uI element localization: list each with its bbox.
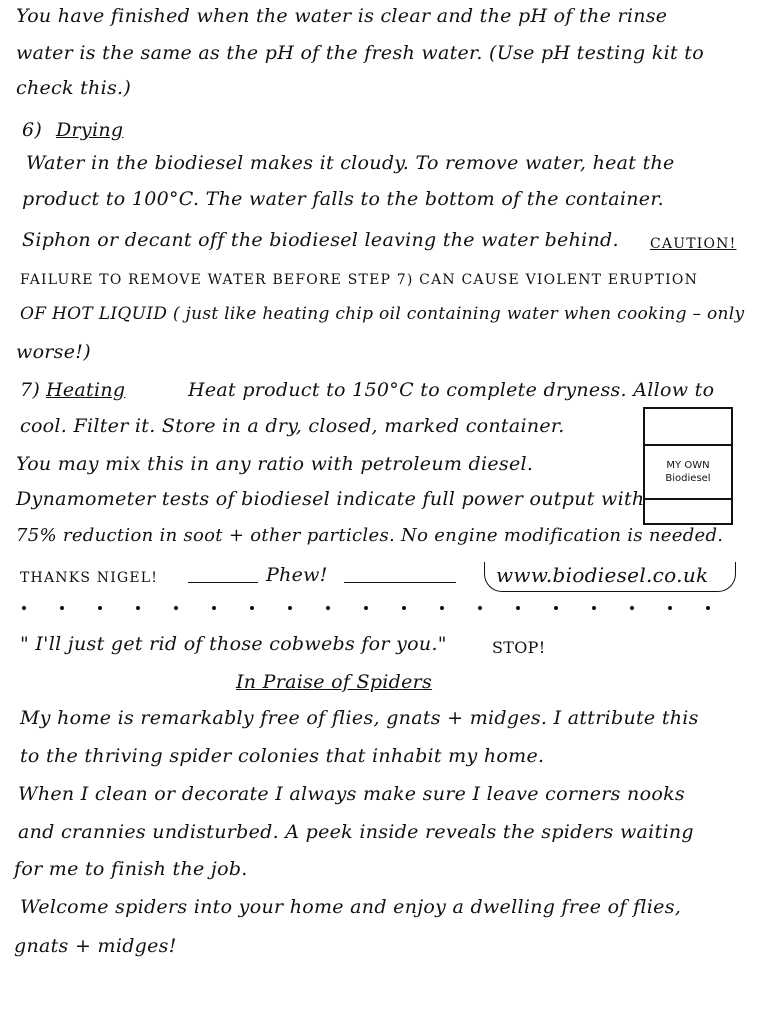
text-line: You may mix this in any ratio with petroleum diesel. xyxy=(16,453,534,475)
step-number: 7) xyxy=(20,379,41,401)
text-line: OF HOT LIQUID ( just like heating chip oil containing water when cooking – only xyxy=(20,304,745,324)
text-line: My home is remarkably free of flies, gnats + midges. I attribute this xyxy=(20,707,699,729)
text-line: You have finished when the water is clear and the pH of the rinse xyxy=(16,5,668,27)
text-line: 75% reduction in soot + other particles. No engine modification is needed. xyxy=(16,525,724,546)
text-line: to the thriving spider colonies that inhabit my home. xyxy=(20,745,545,767)
blank-line xyxy=(188,582,258,583)
text-line: Heat product to 150°C to complete dryness. Allow to xyxy=(188,379,715,401)
section-heading-drying: Drying xyxy=(56,119,124,141)
text-line: Siphon or decant off the biodiesel leaving the water behind. xyxy=(22,229,619,251)
container-label-line: Biodiesel xyxy=(665,473,711,484)
text-line: Water in the biodiesel makes it cloudy. To remove water, heat the xyxy=(26,152,675,174)
container-label-line: MY OWN xyxy=(666,460,710,471)
container-label xyxy=(645,444,731,500)
section-title: In Praise of Spiders xyxy=(236,671,433,693)
blank-line xyxy=(344,582,456,583)
exclamation-text: Phew! xyxy=(266,564,328,586)
text-line: water is the same as the pH of the fresh water. (Use pH testing kit to xyxy=(16,42,704,64)
thanks-text: THANKS NIGEL! xyxy=(20,570,159,586)
website-link: www.biodiesel.co.uk xyxy=(496,563,709,587)
text-line: Welcome spiders into your home and enjoy a dwelling free of flies, xyxy=(20,896,682,918)
container-drawing xyxy=(643,407,733,525)
text-line: check this.) xyxy=(16,77,132,99)
text-line: worse!) xyxy=(16,341,91,363)
section-heading-heating: Heating xyxy=(46,379,126,401)
text-line: Dynamometer tests of biodiesel indicate full power output with xyxy=(16,488,645,510)
dotted-divider xyxy=(22,606,722,616)
quote-text: " I'll just get rid of those cobwebs for you." xyxy=(20,633,447,655)
text-line: product to 100°C. The water falls to the bottom of the container. xyxy=(22,188,664,210)
text-line: for me to finish the job. xyxy=(14,858,248,880)
warning-line: FAILURE TO REMOVE WATER BEFORE STEP 7) CAN CAUSE VIOLENT ERUPTION xyxy=(20,272,699,288)
step-number: 6) xyxy=(22,119,43,141)
text-line: gnats + midges! xyxy=(14,935,177,957)
text-line: and crannies undisturbed. A peek inside reveals the spiders waiting xyxy=(18,821,694,843)
caution-label: CAUTION! xyxy=(650,236,737,252)
stop-text: STOP! xyxy=(492,638,546,657)
text-line: cool. Filter it. Store in a dry, closed, marked container. xyxy=(20,415,565,437)
text-line: When I clean or decorate I always make sure I leave corners nooks xyxy=(18,783,685,805)
